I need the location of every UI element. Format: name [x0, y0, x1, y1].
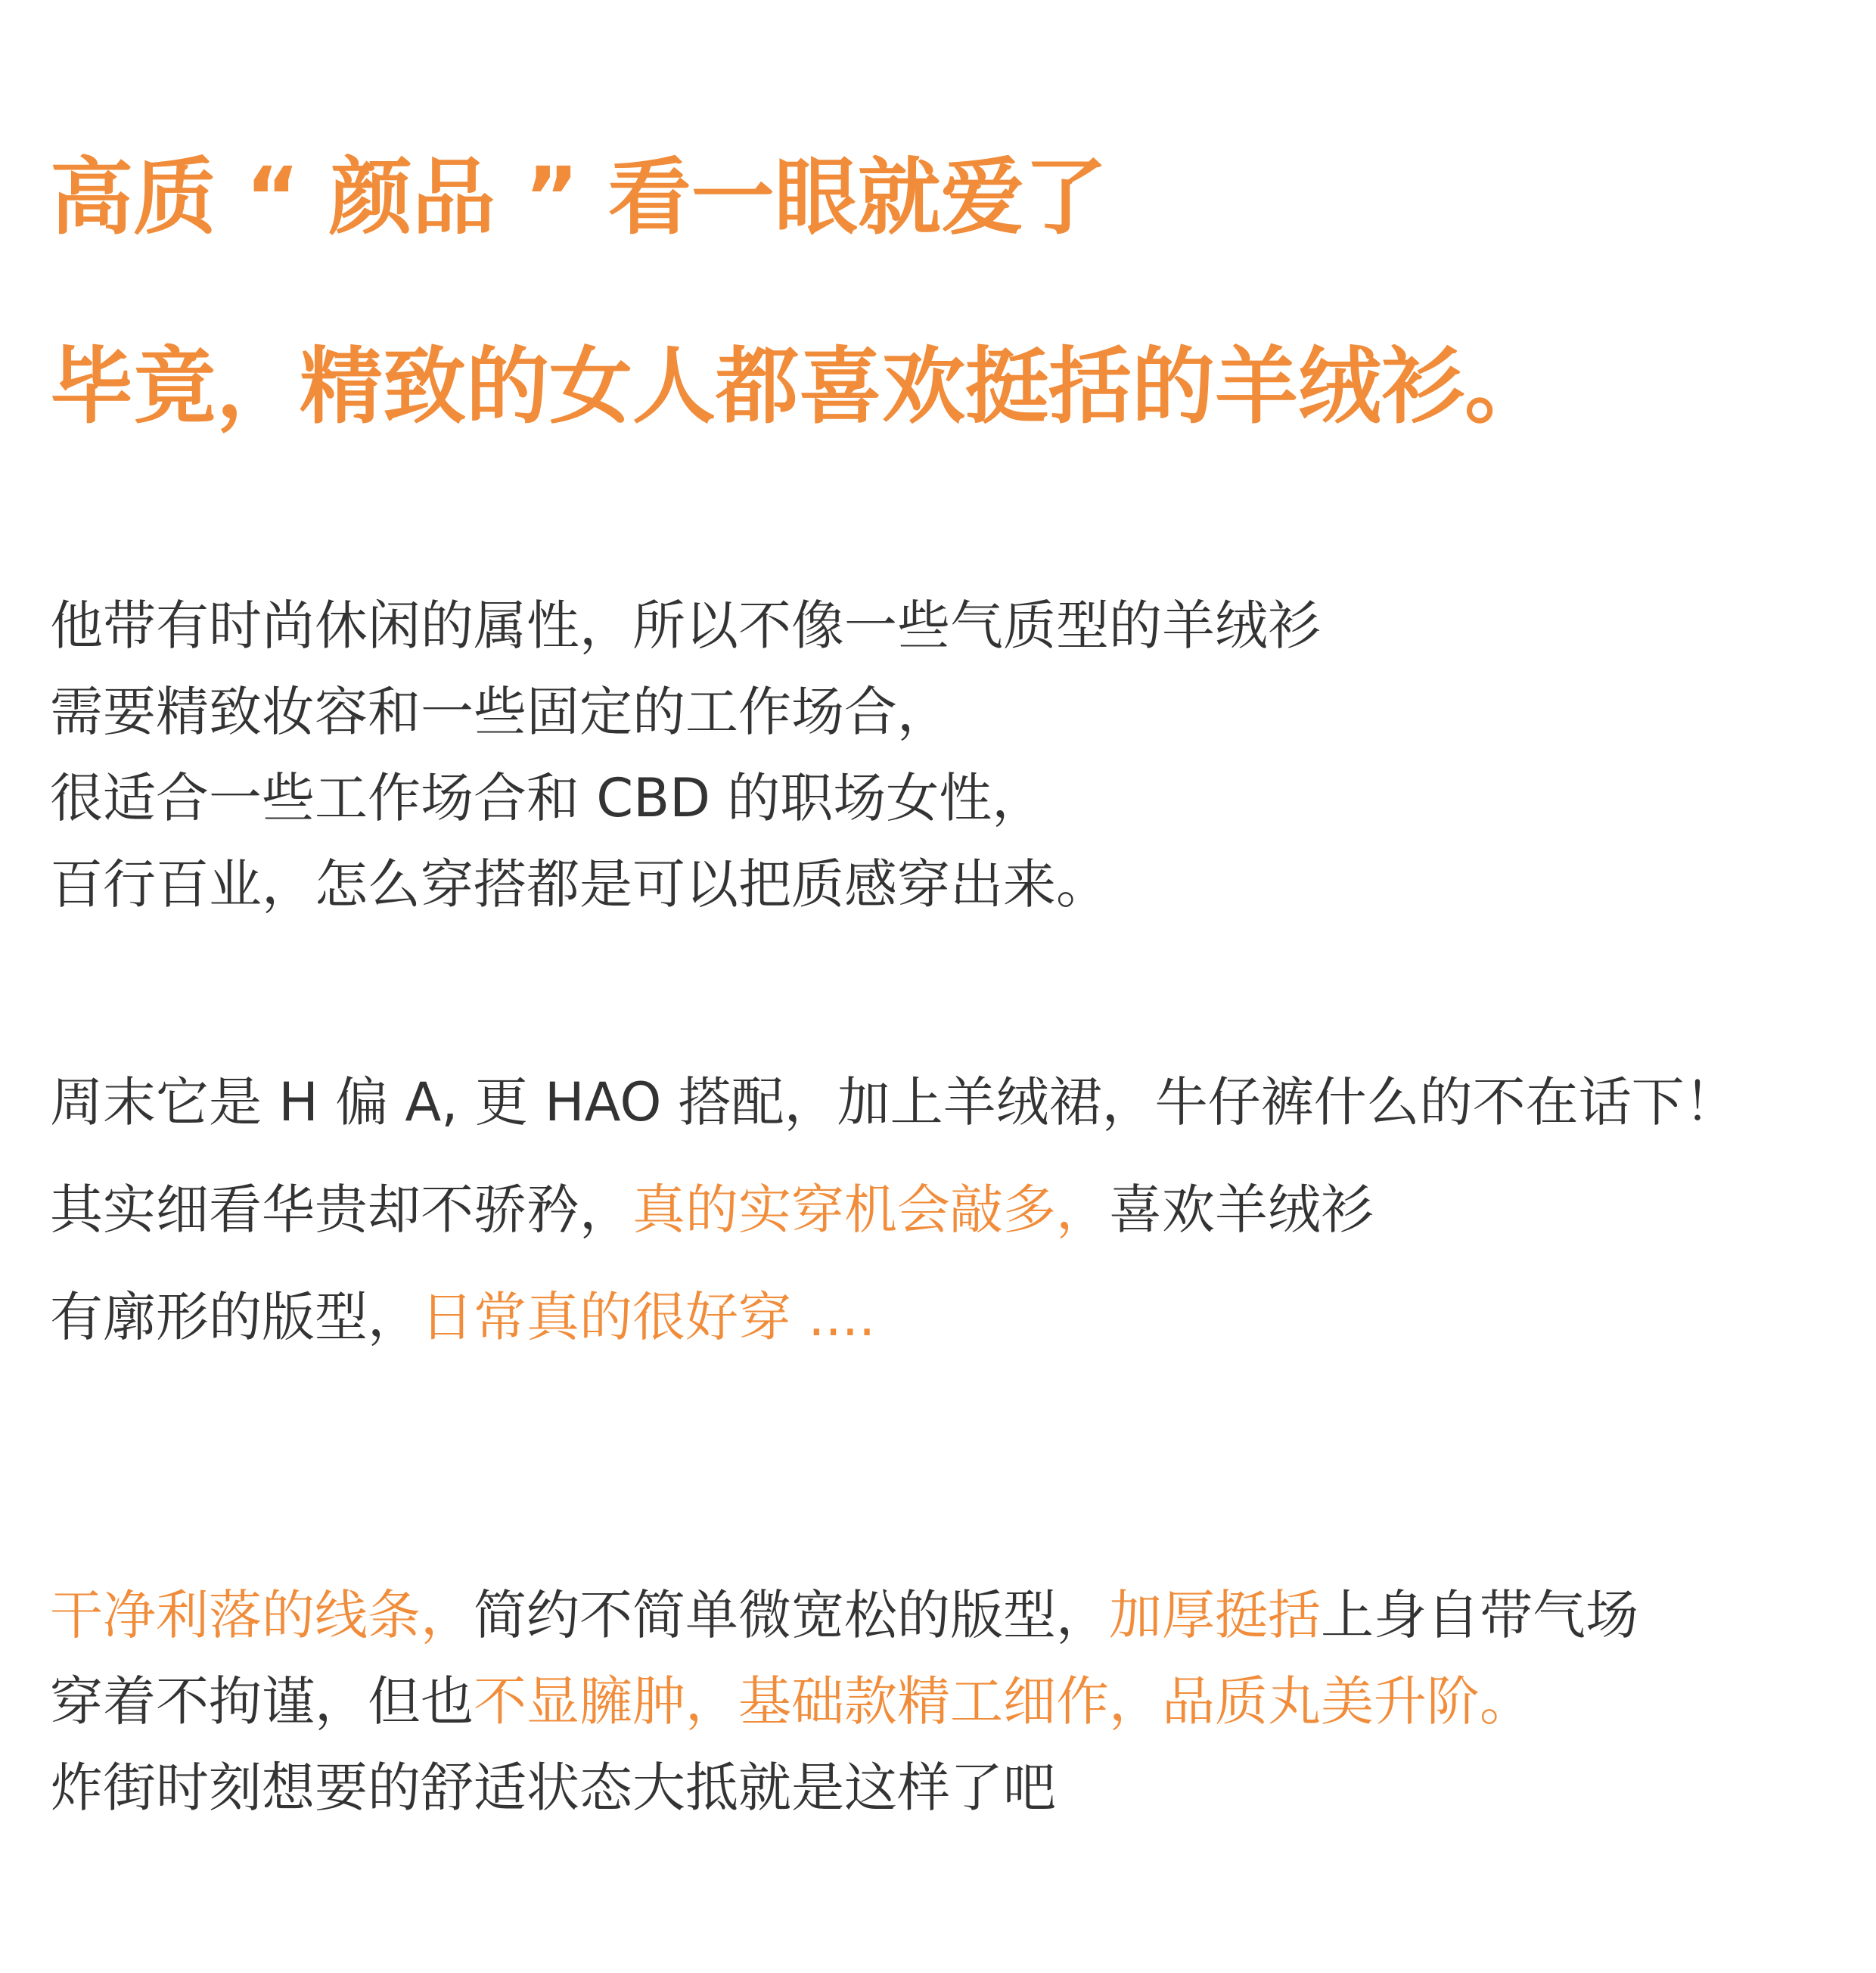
paragraph-line: 很适合一些工作场合和 CBD 的职场女性，: [50, 767, 1045, 829]
headline-line-2: 毕竟，精致的女人都喜欢挺括的羊绒衫。: [50, 338, 1548, 435]
highlight-text: 不显臃肿，基础款精工细作，品质丸美升阶。: [474, 1670, 1533, 1732]
highlight-text: 加厚挺括: [1109, 1584, 1321, 1646]
text-segment: 有廓形的版型，: [50, 1286, 421, 1348]
text-segment: 简约不简单微宽松的版型，: [474, 1584, 1109, 1646]
highlight-text: 干净利落的线条，: [50, 1584, 474, 1646]
paragraph-line: 周末它是 H 偏 A, 更 HAO 搭配，加上羊绒裙，牛仔裤什么的不在话下！: [50, 1071, 1738, 1133]
headline-line-1: 高质 “ 颜品 ” 看一眼就爱了: [50, 149, 1107, 246]
paragraph-line: [50, 1572, 1638, 1658]
paragraph-line: 炸街时刻想要的舒适状态大抵就是这样了吧: [50, 1757, 1056, 1819]
text-segment: 穿着不拘谨，但也: [50, 1670, 474, 1732]
paragraph-line: [50, 1167, 1738, 1274]
paragraph-line: [50, 1658, 1638, 1745]
paragraph-weekend: [50, 1059, 1738, 1381]
paragraph-line: 需要精致妆容和一些固定的工作场合，: [50, 681, 950, 743]
paragraph-line: 他带有时尚休闲的属性，所以不像一些气质型的羊绒衫: [50, 595, 1321, 657]
highlight-text: 日常真的很好穿 ....: [421, 1286, 876, 1348]
text-segment: 喜欢羊绒衫: [1109, 1179, 1374, 1241]
text-segment: 其实细看华贵却不骄矜，: [50, 1179, 632, 1241]
paragraph-line: 百行百业，怎么穿搭都是可以把质感穿出来。: [50, 853, 1109, 915]
highlight-text: 真的实穿机会敲多，: [632, 1179, 1109, 1241]
paragraph-features: [50, 1572, 1638, 1831]
paragraph-attributes: [50, 583, 1321, 927]
text-segment: 上身自带气场: [1321, 1584, 1638, 1646]
paragraph-line: [50, 1274, 1738, 1381]
